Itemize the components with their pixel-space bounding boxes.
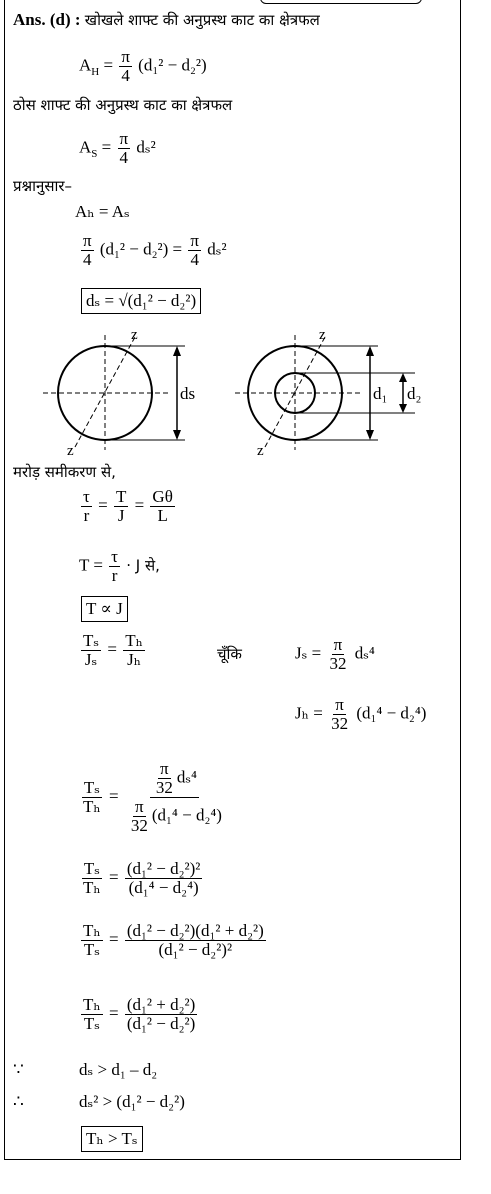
torque-ratio-4: $\frac{\text{Tₕ}}{\text{Tₛ}}$ = $\frac{\text{(d₁² + d₂²)}}{\text{(d₁² − d₂²)}}$ (83, 995, 196, 1033)
final-result (81, 1126, 143, 1152)
therefore-text: dₛ² > (d₁² − d₂²) (79, 1092, 185, 1111)
ds-result (81, 288, 201, 314)
torque-proportional (81, 596, 128, 622)
torque-equation: T = $\frac{\tau}{r}$ · J से, (79, 547, 160, 585)
axis-label-top: z (131, 327, 138, 343)
torque-ratio-1: $\frac{\text{Tₛ}}{\text{Tₕ}}$ = $\frac{\pi}{32}$ dₛ⁴ $\frac{\pi}{32}$ (d₁⁴ − d₂⁴) (83, 759, 222, 835)
fraction: $\frac{\pi}{4}$ (119, 129, 129, 167)
ratio-T-J: $\frac{\text{Tₛ}}{\text{Jₛ}}$ = $\frac{\text{Tₕ}}{\text{Jₕ}}$ (83, 631, 143, 669)
fraction: $\frac{\pi}{4}$ (121, 47, 130, 85)
final-result-box: Tₕ > Tₛ (81, 1126, 143, 1152)
torsion-heading: मरोड़ समीकरण से, (13, 463, 116, 481)
area-solid-eq: $A_S$ = $\frac{\pi}{4}$ dₛ² (79, 129, 156, 167)
answer-text: खोखले शाफ्ट की अनुप्रस्थ काट का क्षेत्रफल (84, 11, 320, 29)
Js-equation: Jₛ = $\frac{\pi}{32}$ dₛ⁴ (295, 635, 375, 673)
because-text: dₛ > d₁ – d₂ (79, 1060, 158, 1079)
area-equality-expanded: $\frac{\pi}{4}$ (d₁² − d₂²) = $\frac{\pi}{4}$ dₛ² (83, 231, 227, 269)
answer-line (13, 10, 320, 30)
area-hollow-eq: $A_H$ = $\frac{\pi}{4}$ (d₁² − d₂²) (79, 47, 207, 85)
torque-ratio-2: $\frac{\text{Tₛ}}{\text{Tₕ}}$ = $\frac{\text{(d₁² − d₂²)²}}{\text{(d₁⁴ − d₂⁴)}}$ (83, 859, 201, 897)
answer-label: Ans. (d) : (13, 10, 81, 29)
Jh-equation: Jₕ = $\frac{\pi}{32}$ (d₁⁴ − d₂⁴) (295, 695, 427, 733)
torsion-equation: $\frac{\tau}{r}$ = $\frac{T}{J}$ = $\frac{G\theta}{L}$ (83, 487, 173, 525)
shaft-cross-section-diagram (35, 325, 445, 457)
area-equality: Aₕ = Aₛ (75, 202, 130, 221)
since-label: चूँकि (217, 645, 242, 663)
solid-diameter-label: ds (180, 384, 196, 403)
axis-label-bottom-hollow: z (257, 443, 264, 457)
compound-fraction: $\frac{\pi}{32}$ dₛ⁴ $\frac{\pi}{32}$ (d₁⁴ − d₂⁴) (130, 759, 222, 835)
outer-diameter-label: d₁ (373, 384, 388, 403)
axis-label-bottom: z (67, 443, 74, 457)
torque-proportional-box: T ∝ J (81, 596, 128, 622)
ds-result-box: dₛ = √(d₁² − d₂²) (81, 288, 201, 314)
therefore-line (13, 1092, 185, 1112)
solution-panel (4, 0, 461, 1160)
axis-label-top-hollow: z (319, 327, 326, 343)
torque-ratio-3: $\frac{\text{Tₕ}}{\text{Tₛ}}$ = $\frac{\text{(d₁² − d₂²)(d₁² + d₂²)}}{\text{(d₁² − d₂²)²}}$ (83, 921, 264, 959)
condition-heading: प्रश्नानुसार– (13, 177, 73, 195)
inner-diameter-label: d₂ (407, 384, 422, 403)
solid-heading: ठोस शाफ्ट की अनुप्रस्थ काट का क्षेत्रफल (13, 96, 233, 114)
because-line (13, 1060, 158, 1080)
because-symbol: ∵ (13, 1060, 24, 1079)
therefore-symbol: ∴ (13, 1092, 24, 1111)
hollow-shaft-figure (235, 327, 421, 457)
solid-shaft-figure (43, 327, 195, 457)
